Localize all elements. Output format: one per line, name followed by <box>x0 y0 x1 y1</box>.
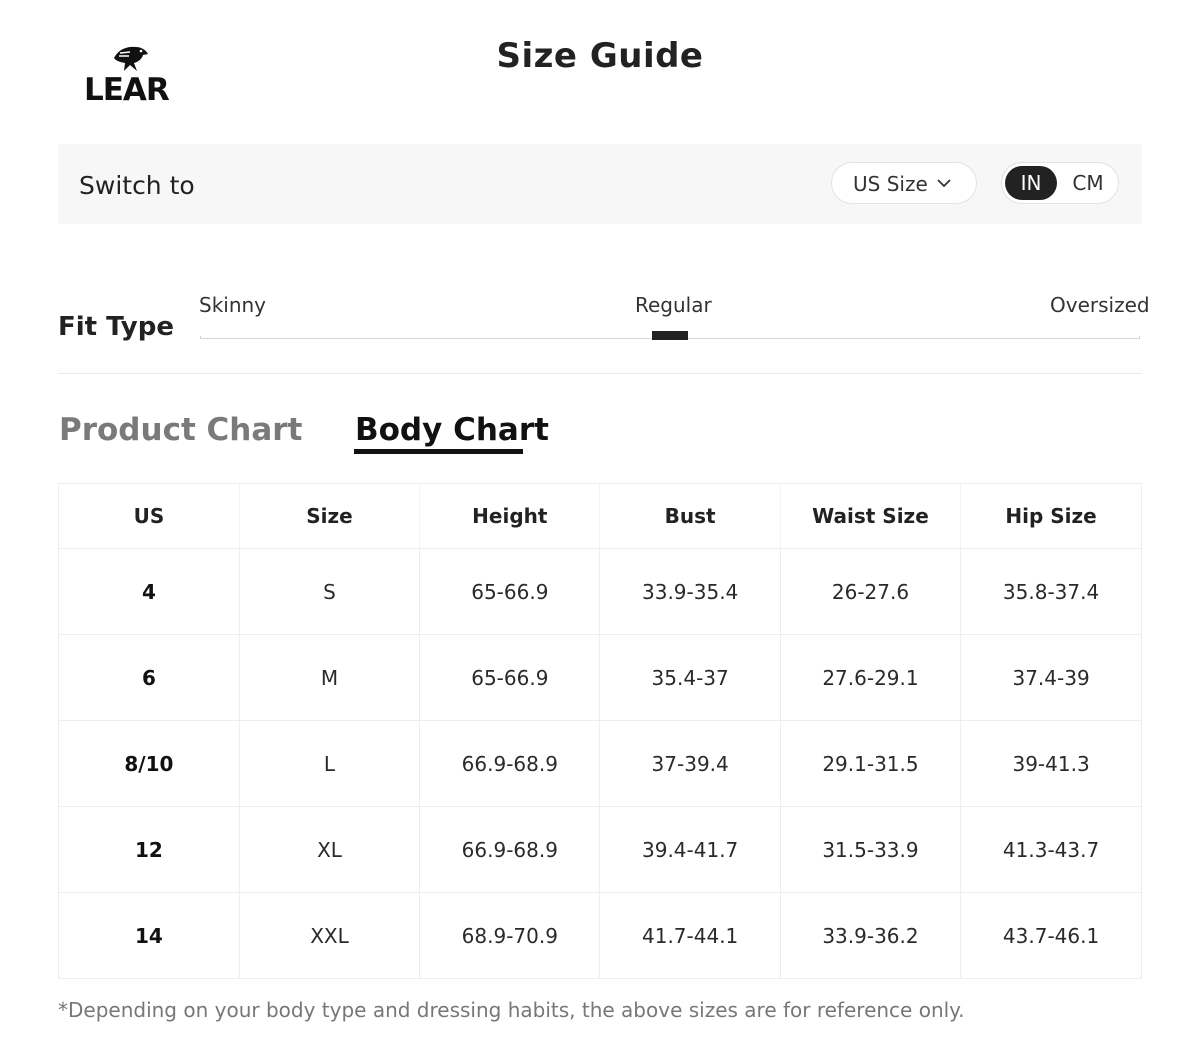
cell-hip: 37.4-39 <box>961 635 1141 721</box>
cell-height: 66.9-68.9 <box>420 721 600 807</box>
table-row <box>59 635 1141 721</box>
cell-height: 65-66.9 <box>420 549 600 635</box>
divider <box>58 373 1142 374</box>
size-system-select[interactable] <box>831 162 977 204</box>
cell-size: S <box>239 549 419 635</box>
cell-height: 68.9-70.9 <box>420 893 600 979</box>
cell-bust: 33.9-35.4 <box>600 549 780 635</box>
col-header-bust: Bust <box>600 484 780 549</box>
cell-hip: 43.7-46.1 <box>961 893 1141 979</box>
cell-bust: 35.4-37 <box>600 635 780 721</box>
cell-us: 12 <box>59 807 239 893</box>
brand-name: LEAR <box>84 72 169 108</box>
fit-type-title: Fit Type <box>58 312 174 342</box>
table-header-row <box>59 484 1141 549</box>
cell-bust: 41.7-44.1 <box>600 893 780 979</box>
tab-body-chart[interactable]: Body Chart <box>355 412 549 448</box>
cell-size: XL <box>239 807 419 893</box>
page-title: Size Guide <box>496 36 704 76</box>
unit-cm-button[interactable]: CM <box>1072 171 1104 195</box>
size-select-value: US Size <box>853 172 928 196</box>
table-row <box>59 807 1141 893</box>
cell-waist: 31.5-33.9 <box>780 807 960 893</box>
cell-waist: 33.9-36.2 <box>780 893 960 979</box>
switch-bar <box>58 144 1142 224</box>
footnote: *Depending on your body type and dressing habits, the above sizes are for reference only. <box>58 998 965 1022</box>
unit-toggle <box>1001 162 1119 204</box>
chevron-down-icon <box>936 178 952 188</box>
col-header-height: Height <box>420 484 600 549</box>
cell-height: 66.9-68.9 <box>420 807 600 893</box>
cell-waist: 26-27.6 <box>780 549 960 635</box>
fit-type-marker <box>652 331 688 340</box>
table-row <box>59 721 1141 807</box>
cell-bust: 37-39.4 <box>600 721 780 807</box>
tab-product-chart[interactable]: Product Chart <box>59 412 303 448</box>
cell-height: 65-66.9 <box>420 635 600 721</box>
switch-label: Switch to <box>79 171 195 200</box>
table-row <box>59 893 1141 979</box>
col-header-size: Size <box>239 484 419 549</box>
cell-hip: 41.3-43.7 <box>961 807 1141 893</box>
cell-size: L <box>239 721 419 807</box>
cell-us: 14 <box>134 923 163 948</box>
col-header-waist: Waist Size <box>780 484 960 549</box>
cell-waist: 27.6-29.1 <box>780 635 960 721</box>
size-table <box>58 483 1142 979</box>
cell-us: 8/10 <box>59 721 239 807</box>
col-header-us: US <box>59 484 239 549</box>
fit-option-skinny: Skinny <box>199 293 267 317</box>
cell-size: M <box>239 635 419 721</box>
cell-bust: 39.4-41.7 <box>600 807 780 893</box>
cell-us: 4 <box>59 549 239 635</box>
cell-size: XXL <box>239 893 419 979</box>
cell-hip: 39-41.3 <box>961 721 1141 807</box>
fit-option-oversized: Oversized <box>1050 293 1150 317</box>
col-header-hip: Hip Size <box>961 484 1141 549</box>
cell-us: 6 <box>59 635 239 721</box>
unit-in-button[interactable]: IN <box>1005 166 1057 200</box>
cell-waist: 29.1-31.5 <box>780 721 960 807</box>
fit-option-regular: Regular <box>635 293 712 317</box>
active-tab-underline <box>354 449 523 454</box>
cell-hip: 35.8-37.4 <box>961 549 1141 635</box>
table-row <box>59 549 1141 635</box>
